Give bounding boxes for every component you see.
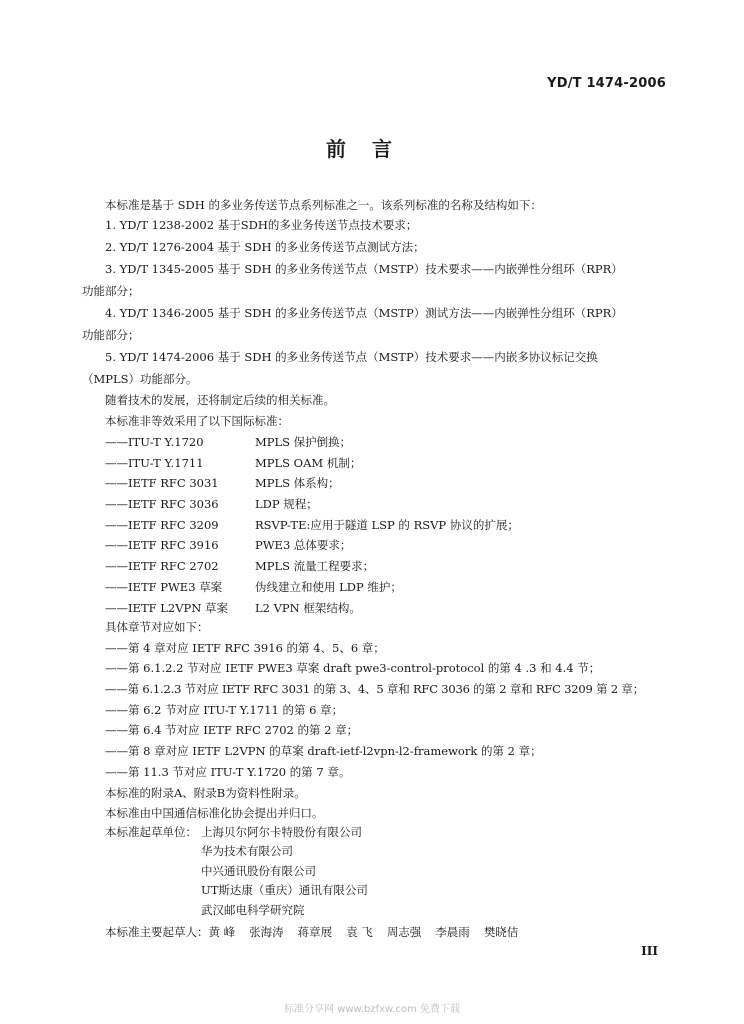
reference-desc: MPLS 保护倒换； <box>255 435 352 449</box>
series-item-5: 5. YD/T 1474-2006 基于 SDH 的多业务传送节点（MSTP）技术要求——内嵌多协议标记交换 <box>105 350 598 364</box>
standard-code-header: YD/T 1474-2006 <box>547 76 666 91</box>
drafting-unit: 中兴通讯股份有限公司 <box>201 863 316 878</box>
reference-row <box>82 556 672 577</box>
drafter-name: 黄 峰 <box>208 925 236 939</box>
drafting-unit-row <box>82 842 672 862</box>
proposed-paragraph: 本标准由中国通信标准化协会提出并归口。 <box>105 805 324 820</box>
series-item-3-cont: 功能部分； <box>82 284 140 298</box>
reference-intro: 本标准非等效采用了以下国际标准： <box>105 414 289 428</box>
drafting-unit-row <box>82 881 672 901</box>
drafting-unit-row <box>82 901 672 921</box>
reference-row <box>82 577 672 598</box>
reference-desc: PWE3 总体要求； <box>255 538 352 553</box>
drafter-name: 袁 飞 <box>346 925 373 939</box>
drafting-unit: 武汉邮电科学研究院 <box>201 902 305 917</box>
reference-desc: 伪线建立和使用 LDP 维护； <box>255 579 402 594</box>
reference-code: ——IETF PWE3 草案 <box>105 579 223 594</box>
series-item-4-cont: 功能部分； <box>82 328 140 342</box>
reference-row <box>82 515 672 536</box>
reference-row <box>82 598 672 619</box>
reference-desc: L2 VPN 框架结构。 <box>255 600 361 615</box>
appendix-paragraph: 本标准的附录A、附录B为资料性附录。 <box>105 785 306 800</box>
document-body <box>82 196 672 944</box>
series-item-5-cont: （MPLS）功能部分。 <box>82 372 198 386</box>
drafter-name: 李晨雨 <box>435 925 470 939</box>
chapter-item: ——第 6.2 节对应 ITU-T Y.1711 的第 6 章； <box>105 702 344 717</box>
drafting-unit: UT斯达康（重庆）通讯有限公司 <box>201 883 368 897</box>
drafter-name: 张海涛 <box>249 925 284 939</box>
reference-code: ——IETF RFC 3209 <box>105 517 219 532</box>
reference-desc: MPLS 体系构； <box>255 476 340 491</box>
chapter-item: ——第 4 章对应 IETF RFC 3916 的第 4、5、6 章； <box>105 640 385 655</box>
future-paragraph: 随着技术的发展，还将制定后续的相关标准。 <box>105 393 335 407</box>
chapter-item: ——第 8 章对应 IETF L2VPN 的草案 draft-ietf-l2vpn-l2-framework 的第 2 章； <box>105 744 542 759</box>
reference-desc: RSVP-TE:应用于隧道 LSP 的 RSVP 协议的扩展； <box>255 517 519 532</box>
chapter-item: ——第 6.1.2.2 节对应 IETF PWE3 草案 draft pwe3-control-protocol 的第 4 .3 和 4.4 节； <box>105 661 601 676</box>
reference-desc: MPLS 流量工程要求； <box>255 559 375 574</box>
reference-row <box>82 453 672 474</box>
chapter-item: ——第 6.4 节对应 IETF RFC 2702 的第 2 章； <box>105 723 359 738</box>
reference-desc: MPLS OAM 机制； <box>255 455 362 470</box>
drafting-unit-row <box>82 862 672 882</box>
drafting-unit: 上海贝尔阿尔卡特股份有限公司 <box>201 824 362 839</box>
reference-code: ——IETF L2VPN 草案 <box>105 600 228 615</box>
series-item-4: 4. YD/T 1346-2005 基于 SDH 的多业务传送节点（MSTP）测试方法——内嵌弹性分组环（RPR） <box>105 306 623 320</box>
drafters-label: 本标准主要起草人： <box>105 925 209 939</box>
drafting-units-label: 本标准起草单位： <box>105 824 197 839</box>
drafter-name: 周志强 <box>386 925 422 939</box>
page-number: III <box>641 944 658 958</box>
reference-code: ——ITU-T Y.1720 <box>105 435 204 449</box>
reference-row <box>82 473 672 494</box>
chapter-list <box>82 638 672 783</box>
series-item-2: 2. YD/T 1276-2004 基于 SDH 的多业务传送节点测试方法； <box>105 240 425 254</box>
reference-row <box>82 535 672 556</box>
reference-row <box>82 494 672 515</box>
drafters-row <box>82 920 672 944</box>
drafting-unit-row <box>82 823 672 843</box>
reference-code: ——IETF RFC 3916 <box>105 538 219 553</box>
drafting-units <box>82 823 672 921</box>
intro-paragraph: 本标准是基于 SDH 的多业务传送节点系列标准之一。该系列标准的名称及结构如下： <box>105 198 542 212</box>
series-item-1: 1. YD/T 1238-2002 基于SDH的多业务传送节点技术要求； <box>105 218 418 232</box>
series-item-3: 3. YD/T 1345-2005 基于 SDH 的多业务传送节点（MSTP）技术要求——内嵌弹性分组环（RPR） <box>105 262 623 276</box>
reference-row <box>82 432 672 453</box>
drafter-name: 蒋章展 <box>297 925 333 939</box>
reference-code: ——ITU-T Y.1711 <box>105 455 204 470</box>
chapter-item: ——第 6.1.2.3 节对应 IETF RFC 3031 的第 3、4、5 章和 RFC 3036 的第 2 章和 RFC 3209 第 2 章； <box>105 682 645 697</box>
page-title: 前言 <box>326 137 418 161</box>
reference-code: ——IETF RFC 3031 <box>105 476 219 491</box>
drafting-unit: 华为技术有限公司 <box>201 844 293 858</box>
drafter-name: 樊晓佶 <box>483 925 519 939</box>
reference-list <box>82 432 672 618</box>
chapters-intro: 具体章节对应如下： <box>105 620 209 635</box>
reference-code: ——IETF RFC 2702 <box>105 559 219 574</box>
reference-code: ——IETF RFC 3036 <box>105 497 219 512</box>
footer-watermark: 标准分享网 www.bzfxw.com 免费下载 <box>284 1004 460 1015</box>
reference-desc: LDP 规程； <box>255 497 318 512</box>
chapter-item: ——第 11.3 节对应 ITU-T Y.1720 的第 7 章。 <box>105 764 351 779</box>
